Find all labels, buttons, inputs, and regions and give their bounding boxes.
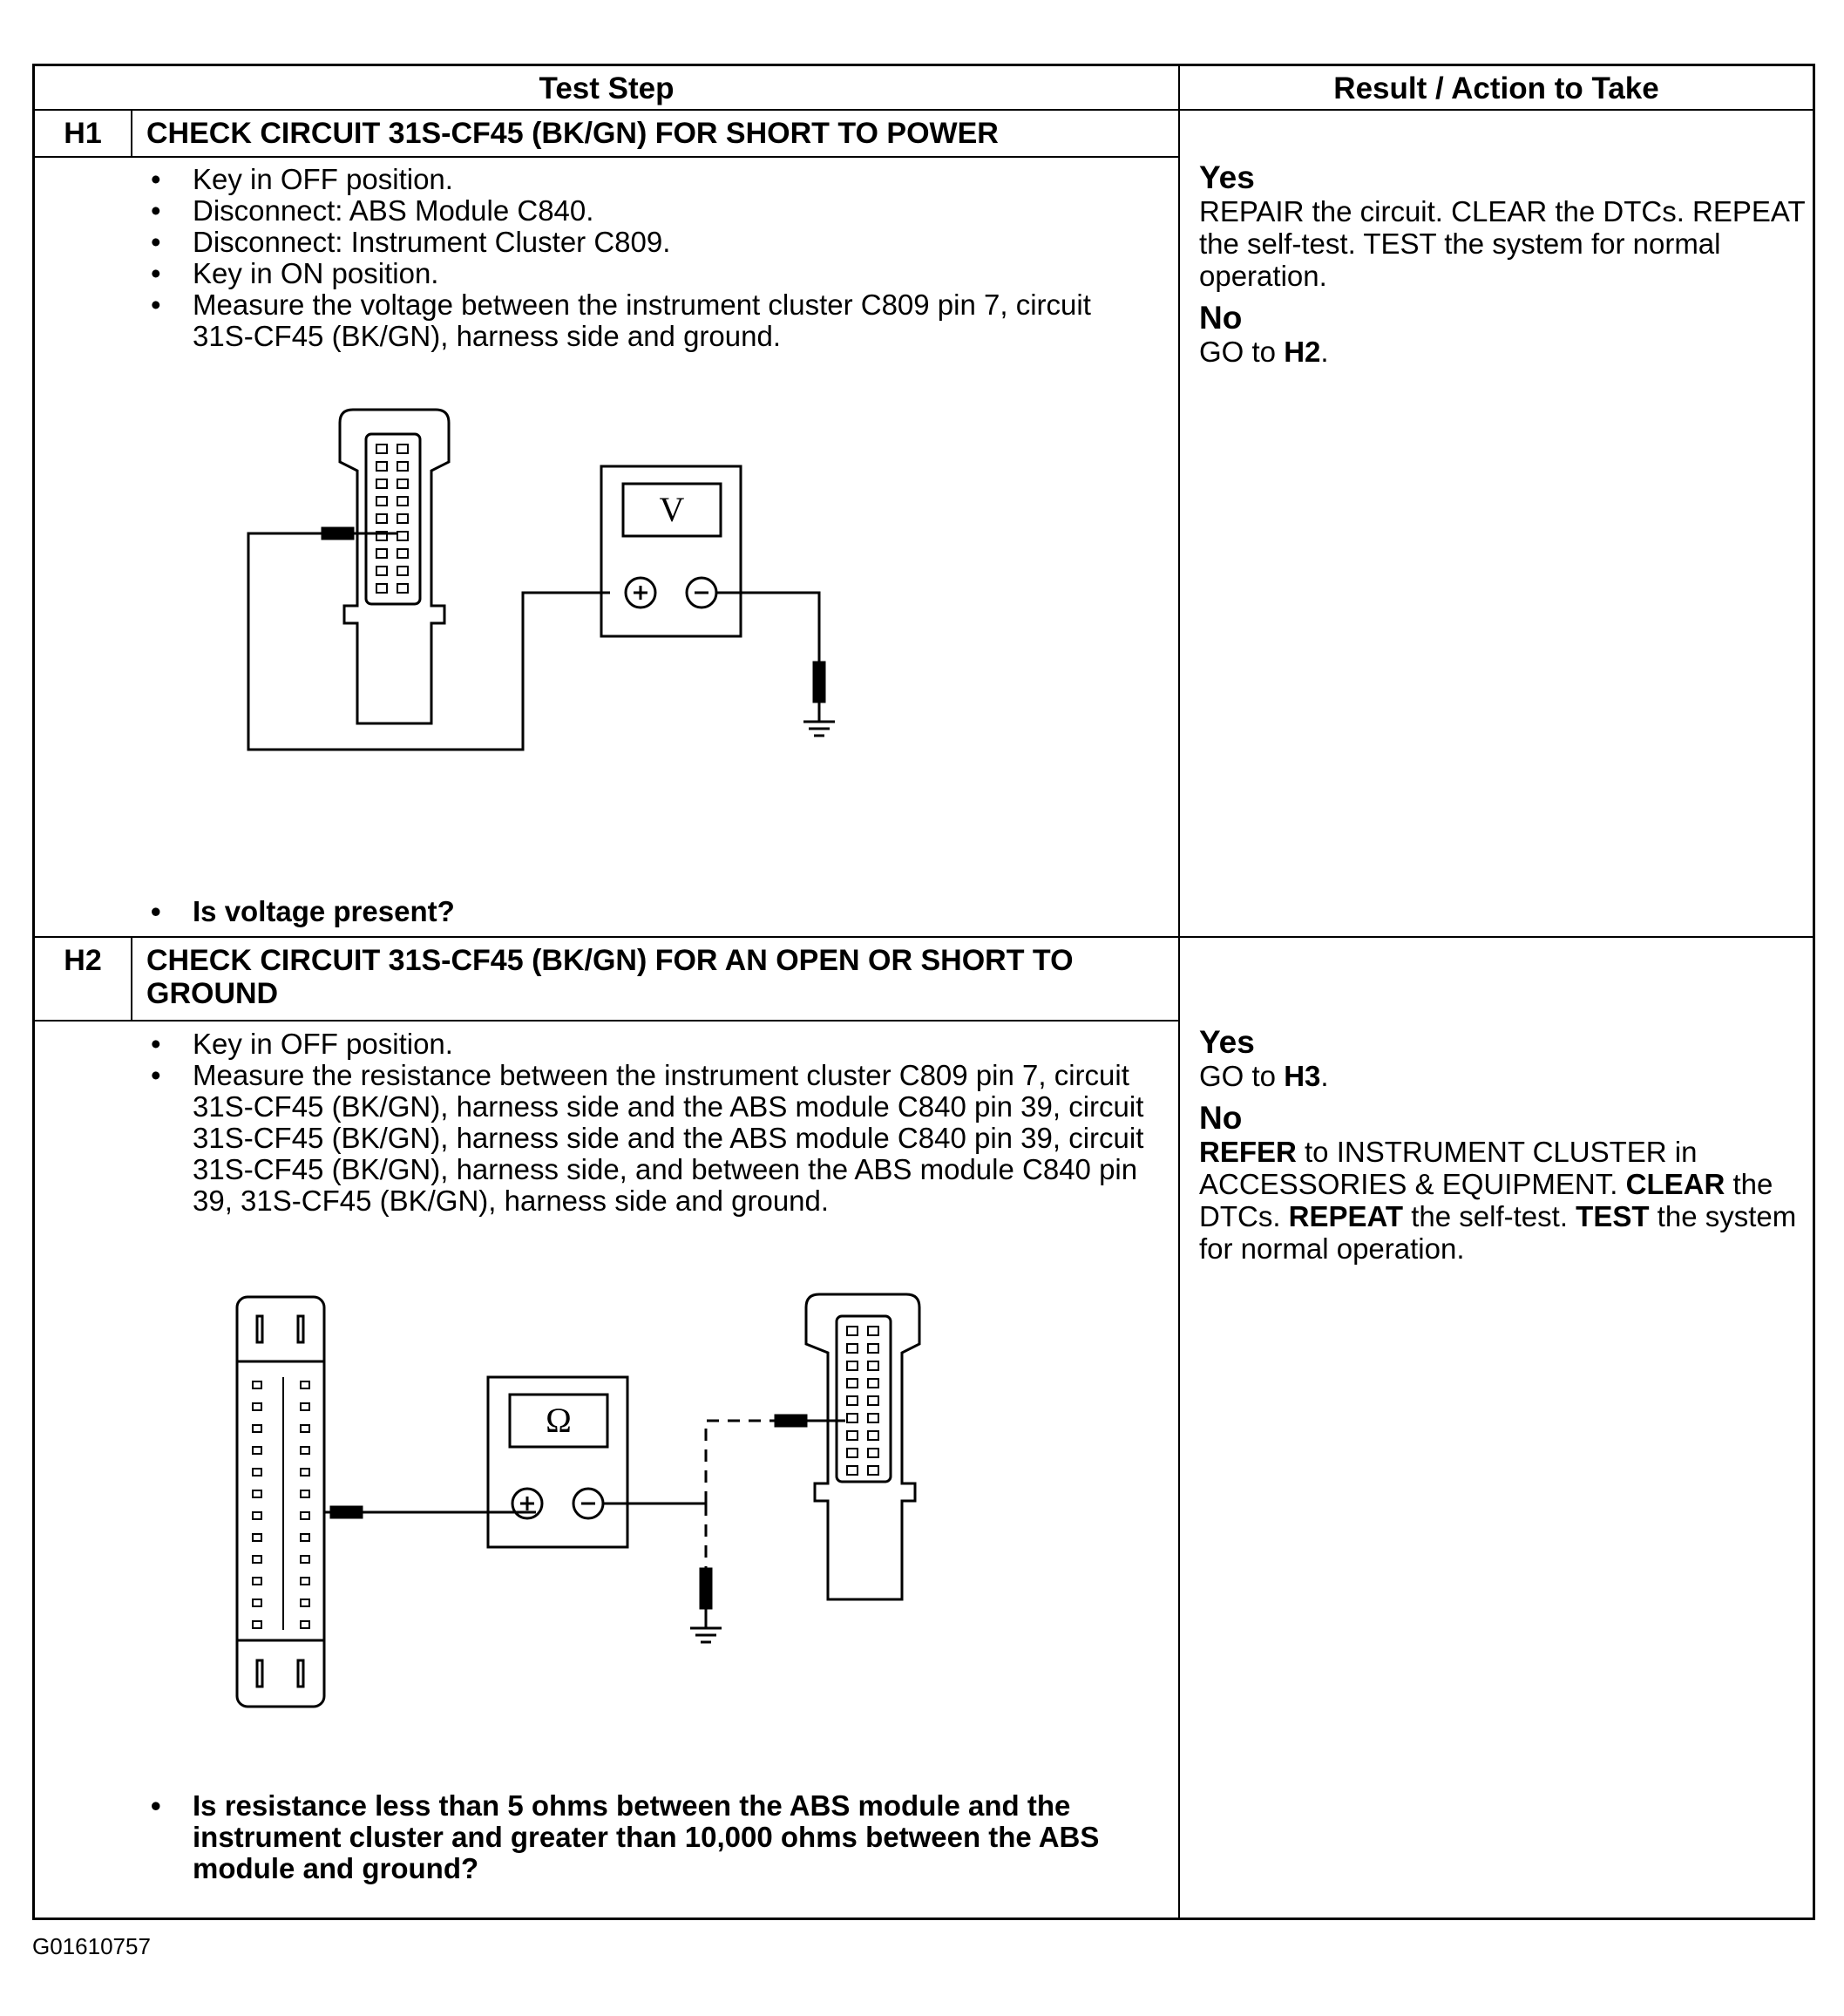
ground-icon	[803, 662, 835, 736]
h2-no-text3: the self-test.	[1403, 1200, 1576, 1232]
h2-no-refer: REFER	[1199, 1136, 1297, 1168]
h2-id-divider	[131, 936, 132, 1022]
h2-abs-probe-icon	[324, 1507, 362, 1517]
h2-yes-action	[1199, 1060, 1809, 1092]
h1-voltage-diagram	[235, 401, 1107, 767]
h1-step-title: CHECK CIRCUIT 31S-CF45 (BK/GN) FOR SHORT TO POWER	[146, 117, 999, 150]
h1-id-divider	[131, 109, 132, 158]
h1-bullet-1: • Key in OFF position.	[144, 164, 1146, 195]
h2-dashed-lead	[706, 1421, 776, 1573]
h2-title-divider	[35, 1020, 1178, 1022]
h2-no-text4: the system for normal operation.	[1199, 1200, 1797, 1265]
h1-instructions	[144, 164, 1146, 352]
test-step-header: Test Step	[539, 71, 675, 105]
column-divider	[1178, 66, 1180, 1918]
h2-bullet-1: • Key in OFF position.	[144, 1028, 1146, 1060]
h2-yes-target: H3	[1284, 1060, 1321, 1092]
h1-bullet-5: • Measure the voltage between the instrument cluster C809 pin 7, circuit 31S-CF45 (BK/GN), harness side and ground.	[144, 289, 1146, 352]
figure-id: G01610757	[32, 1933, 151, 1959]
h2-instructions	[144, 1028, 1146, 1217]
h1-meter-symbol: V	[659, 490, 685, 529]
h1-no-label: No	[1199, 300, 1243, 336]
h2-no-text1: to INSTRUMENT CLUSTER in ACCESSORIES & EQUIPMENT.	[1199, 1136, 1698, 1200]
h2-no-action	[1199, 1136, 1809, 1265]
h2-ground-icon	[690, 1569, 722, 1642]
ohmmeter-icon	[488, 1377, 627, 1547]
h2-question: • Is resistance less than 5 ohms between the ABS module and the instrument cluster and greater than 10,000 ohms between the ABS module and ground?	[144, 1790, 1146, 1884]
h2-no-repeat: REPEAT	[1288, 1200, 1404, 1232]
h1-no-goto: GO to	[1199, 336, 1285, 368]
h2-step-title: CHECK CIRCUIT 31S-CF45 (BK/GN) FOR AN OPEN OR SHORT TO GROUND	[146, 944, 1074, 1010]
h1-bullet-3: • Disconnect: Instrument Cluster C809.	[144, 227, 1146, 258]
h2-bullet-2: • Measure the resistance between the instrument cluster C809 pin 7, circuit 31S-CF45 (BK/GN), harness side and the ABS module C840 pin 39, circuit 31S-CF45 (BK/GN), harness side and the ABS module C840 pin 39, circuit 31S-CF45 (BK/GN), harness side, and between the ABS module C840 pin 39, 31S-CF45 (BK/GN), harness side and ground.	[144, 1060, 1146, 1217]
h1-yes-action: REPAIR the circuit. CLEAR the DTCs. REPEAT the self-test. TEST the system for normal operation.	[1199, 195, 1806, 292]
h2-no-clear: CLEAR	[1625, 1168, 1725, 1200]
header-divider	[35, 109, 1813, 111]
h1-step-id: H1	[64, 117, 102, 150]
result-action-header: Result / Action to Take	[1333, 71, 1659, 105]
h2-result	[1199, 1025, 1809, 1273]
voltmeter-icon	[601, 466, 741, 636]
h1-title-divider	[35, 156, 1178, 158]
abs-module-connector-icon	[237, 1297, 324, 1707]
h2-question-list	[144, 1790, 1146, 1884]
h2-yes-label: Yes	[1199, 1024, 1255, 1060]
h1-h2-divider	[35, 936, 1813, 938]
h2-resistance-diagram	[235, 1290, 1107, 1726]
h2-yes-goto: GO to	[1199, 1060, 1285, 1092]
h2-instrument-cluster-connector-icon	[806, 1294, 919, 1599]
h2-meter-symbol: Ω	[546, 1401, 572, 1440]
h1-ground-lead	[716, 593, 819, 667]
h2-yes-suffix: .	[1320, 1060, 1329, 1092]
h1-yes-label: Yes	[1199, 160, 1255, 195]
h1-bullet-2: • Disconnect: ABS Module C840.	[144, 195, 1146, 227]
h1-probe-icon	[322, 528, 397, 539]
h2-no-text2: the DTCs.	[1199, 1168, 1773, 1232]
h1-test-lead	[248, 533, 610, 750]
h2-step-id: H2	[64, 944, 102, 977]
h1-no-action	[1199, 336, 1809, 368]
h2-cluster-probe-icon	[776, 1415, 845, 1426]
instrument-cluster-connector-icon	[340, 410, 449, 723]
h1-question: • Is voltage present?	[144, 896, 1146, 927]
h1-no-target: H2	[1284, 336, 1321, 368]
h2-no-test: TEST	[1576, 1200, 1650, 1232]
h1-question-list	[144, 896, 1146, 927]
h1-result	[1199, 160, 1809, 377]
h1-no-suffix: .	[1320, 336, 1329, 368]
h1-bullet-4: • Key in ON position.	[144, 258, 1146, 289]
h2-no-label: No	[1199, 1100, 1243, 1136]
